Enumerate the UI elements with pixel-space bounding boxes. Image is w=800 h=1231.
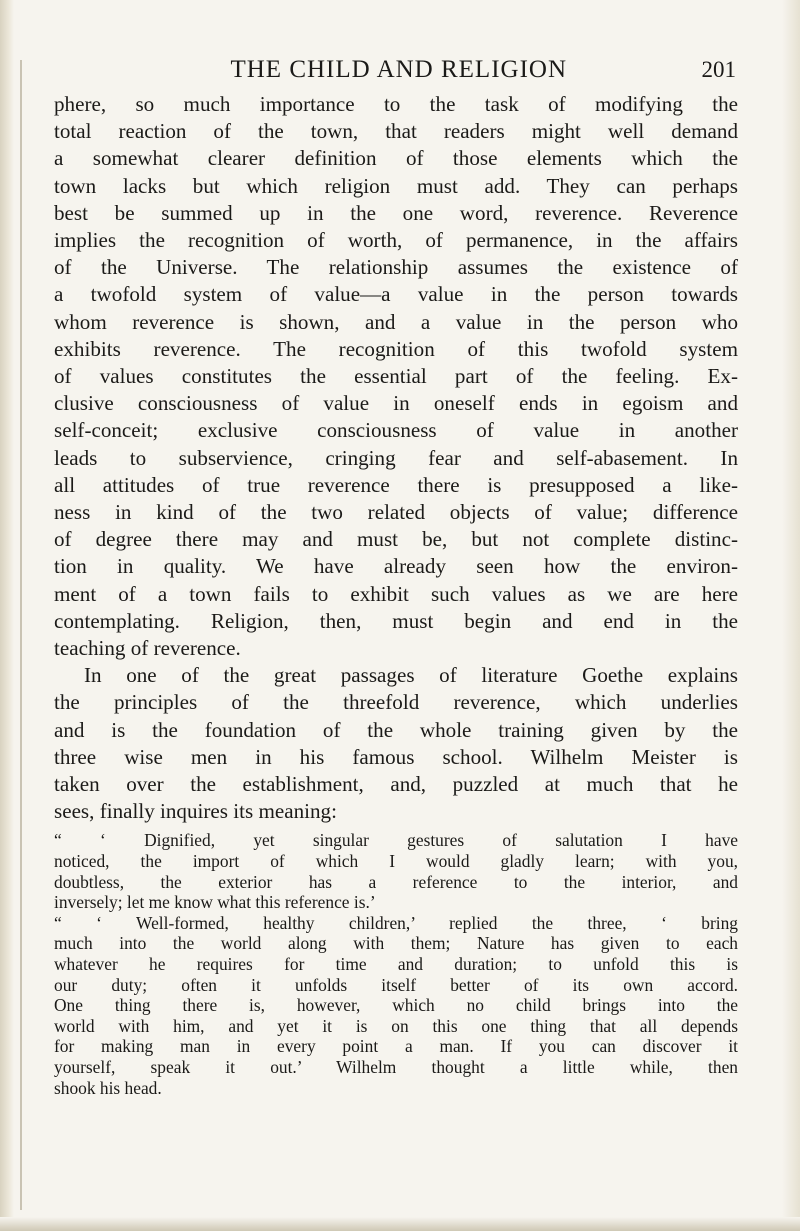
- text-line: noticed, the import of which I would gladly learn; with you,: [54, 851, 738, 872]
- paragraph: [54, 662, 738, 825]
- text-line: doubtless, the exterior has a reference to the interior, and: [54, 871, 738, 892]
- text-line: contemplating. Religion, then, must begin and end in the: [54, 608, 738, 633]
- text-line: much into the world along with them; Nature has given to each: [54, 933, 738, 954]
- text-line: whatever he requires for time and duration; to unfold this is: [54, 954, 738, 975]
- text-line: ment of a town fails to exhibit such values as we are here: [54, 581, 738, 606]
- quotation: [54, 913, 738, 1098]
- text-line: tion in quality. We have already seen how the environ-: [54, 554, 738, 579]
- text-line: of values constitutes the essential part of the feeling. Ex-: [54, 364, 738, 389]
- text-line: implies the recognition of worth, of permanence, in the affairs: [54, 228, 738, 253]
- text-line: for making man in every point a man. If you can discover it: [54, 1036, 738, 1057]
- text-line: world with him, and yet it is on this one thing that all depends: [54, 1015, 738, 1036]
- text-line: yourself, speak it out.’ Wilhelm thought a little while, then: [54, 1057, 738, 1078]
- text-line: inversely; let me know what this reference is.’: [54, 892, 376, 913]
- text-line: total reaction of the town, that readers might well demand: [54, 119, 738, 144]
- text-line: of the Universe. The relationship assumes the existence of: [54, 255, 738, 280]
- text-line: a somewhat clearer definition of those elements which the: [54, 146, 738, 171]
- text-line: In one of the great passages of literature Goethe explains: [84, 663, 738, 688]
- page-edge-shadow: [782, 0, 800, 1231]
- running-title: THE CHILD AND RELIGION: [230, 56, 568, 83]
- text-line: three wise men in his famous school. Wilhelm Meister is: [54, 744, 738, 769]
- text-line: a twofold system of value—a value in the person towards: [54, 282, 738, 307]
- text-line: teaching of reverence.: [54, 636, 241, 661]
- text-line: sees, finally inquires its meaning:: [54, 799, 337, 824]
- running-header: [56, 56, 736, 84]
- text-line: the principles of the threefold reverence, which underlies: [54, 690, 738, 715]
- text-line: phere, so much importance to the task of modifying the: [54, 92, 738, 116]
- page-number: 201: [701, 57, 736, 82]
- body-text: [54, 91, 738, 1098]
- text-line: all attitudes of true reverence there is presupposed a like-: [54, 472, 738, 497]
- text-line: “ ‘ Dignified, yet singular gestures of salutation I have: [54, 830, 738, 851]
- page-gutter-shadow: [0, 0, 14, 1231]
- text-line: of degree there may and must be, but not complete distinc-: [54, 527, 738, 552]
- text-line: taken over the establishment, and, puzzled at much that he: [54, 772, 738, 797]
- text-line: best be summed up in the one word, reverence. Reverence: [54, 200, 738, 225]
- text-line: and is the foundation of the whole training given by the: [54, 717, 738, 742]
- text-line: One thing there is, however, which no child brings into the: [54, 995, 738, 1016]
- text-line: clusive consciousness of value in oneself ends in egoism and: [54, 391, 738, 416]
- text-line: shook his head.: [54, 1077, 162, 1098]
- text-line: ness in kind of the two related objects of value; difference: [54, 500, 738, 525]
- text-line: “ ‘ Well-formed, healthy children,’ replied the three, ‘ bring: [54, 912, 738, 933]
- text-line: town lacks but which religion must add. They can perhaps: [54, 173, 738, 198]
- quotation: [54, 830, 738, 912]
- text-line: whom reverence is shown, and a value in the person who: [54, 309, 738, 334]
- text-line: leads to subservience, cringing fear and self-abasement. In: [54, 445, 738, 470]
- text-line: exhibits reverence. The recognition of this twofold system: [54, 336, 738, 361]
- binding-line: [20, 60, 22, 1210]
- text-line: self-conceit; exclusive consciousness of value in another: [54, 418, 738, 443]
- paragraph: [54, 91, 738, 662]
- text-line: our duty; often it unfolds itself better of its own accord.: [54, 974, 738, 995]
- page-bottom-edge: [0, 1217, 800, 1231]
